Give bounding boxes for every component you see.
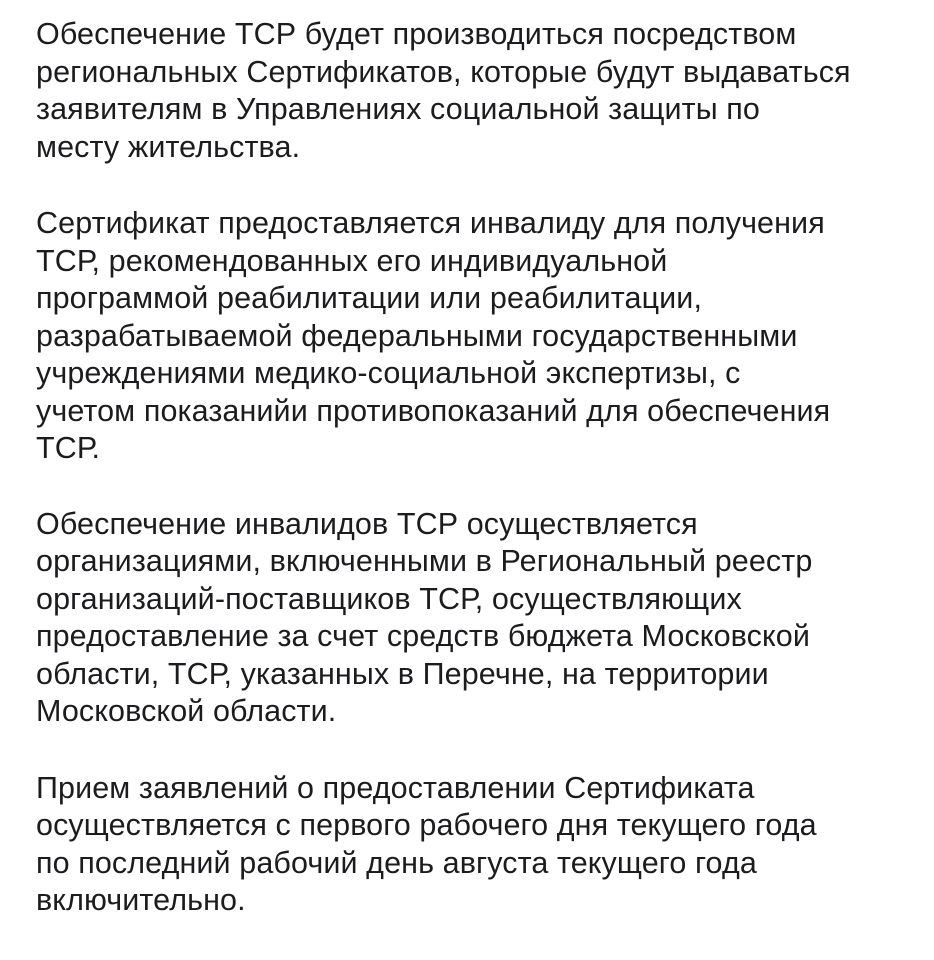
text-line: Сертификат предоставляется инвалиду для получения [36, 206, 825, 240]
document-text [36, 16, 916, 920]
text-line: по последний рабочий день августа текущего года [36, 845, 757, 880]
text-line: ТСР, рекомендованных его индивидуальной [36, 243, 668, 278]
text-line: включительно. [36, 883, 246, 917]
paragraph-certificate-purpose [36, 205, 916, 468]
text-line: месту жительства. [36, 129, 301, 164]
text-line: организаций-поставщиков ТСР, осуществляющих [36, 581, 742, 616]
text-line: региональных Сертификатов, которые будут выдаваться [36, 54, 851, 89]
text-line: осуществляется с первого рабочего дня текущего года [36, 808, 817, 842]
text-line: ТСР. [36, 431, 101, 465]
text-line: Обеспечение ТСР будет производиться посредством [36, 17, 797, 51]
paragraph-certificates-issuance [36, 16, 916, 166]
text-line: программой реабилитации или реабилитации, [36, 281, 703, 315]
text-line: учетом показанийи противопоказаний для обеспечения [36, 393, 831, 428]
text-line: заявителям в Управлениях социальной защиты по [36, 92, 760, 126]
text-line: предоставление за счет средств бюджета Московской [36, 619, 810, 653]
text-line: разрабатываемой федеральными государственными [36, 318, 798, 353]
text-line: организациями, включенными в Региональный реестр [36, 544, 813, 578]
text-line: области, ТСР, указанных в Перечне, на территории [36, 656, 769, 691]
text-line: учреждениями медико-социальной экспертизы, с [36, 356, 741, 390]
paragraph-application-period [36, 770, 916, 920]
text-line: Прием заявлений о предоставлении Сертификата [36, 770, 755, 805]
paragraph-supplier-organizations [36, 506, 916, 731]
text-line: Московской области. [36, 694, 337, 728]
text-line: Обеспечение инвалидов ТСР осуществляется [36, 506, 698, 541]
